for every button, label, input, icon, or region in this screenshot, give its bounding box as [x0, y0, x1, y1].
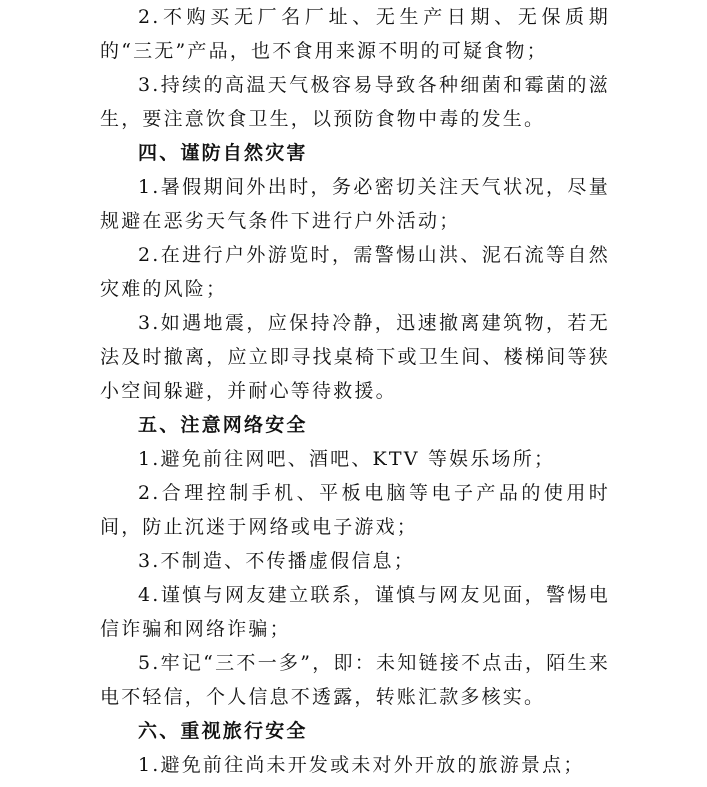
- paragraph-network-4: 4.谨慎与网友建立联系，谨慎与网友见面，警惕电信诈骗和网络诈骗；: [100, 584, 610, 640]
- paragraph-disaster-2: 2.在进行户外游览时，需警惕山洪、泥石流等自然灾难的风险；: [100, 244, 610, 300]
- section-heading-natural-disasters: 四、谨防自然灾害: [138, 142, 308, 164]
- paragraph-travel-1: 1.避免前往尚未开发或未对外开放的旅游景点；: [138, 754, 585, 776]
- document-body: [100, 0, 610, 782]
- paragraph-network-3: 3.不制造、不传播虚假信息；: [138, 550, 415, 572]
- paragraph-disaster-3: 3.如遇地震，应保持冷静，迅速撤离建筑物，若无法及时撤离，应立即寻找桌椅下或卫生间、楼梯间等狭小空间躲避，并耐心等待救援。: [100, 312, 610, 402]
- paragraph-food-3: 3.持续的高温天气极容易导致各种细菌和霉菌的滋生，要注意饮食卫生，以预防食物中毒的发生。: [100, 74, 610, 130]
- paragraph-network-1: 1.避免前往网吧、酒吧、KTV 等娱乐场所；: [138, 448, 556, 470]
- paragraph-network-2: 2.合理控制手机、平板电脑等电子产品的使用时间，防止沉迷于网络或电子游戏；: [100, 482, 610, 538]
- paragraph-disaster-1: 1.暑假期间外出时，务必密切关注天气状况，尽量规避在恶劣天气条件下进行户外活动；: [100, 176, 610, 232]
- paragraph-food-2: 2.不购买无厂名厂址、无生产日期、无保质期的“三无”产品，也不食用来源不明的可疑食物；: [100, 6, 610, 62]
- paragraph-network-5: 5.牢记“三不一多”，即：未知链接不点击，陌生来电不轻信，个人信息不透露，转账汇款多核实。: [100, 652, 610, 708]
- section-heading-network-safety: 五、注意网络安全: [138, 414, 308, 436]
- section-heading-travel-safety: 六、重视旅行安全: [138, 720, 308, 742]
